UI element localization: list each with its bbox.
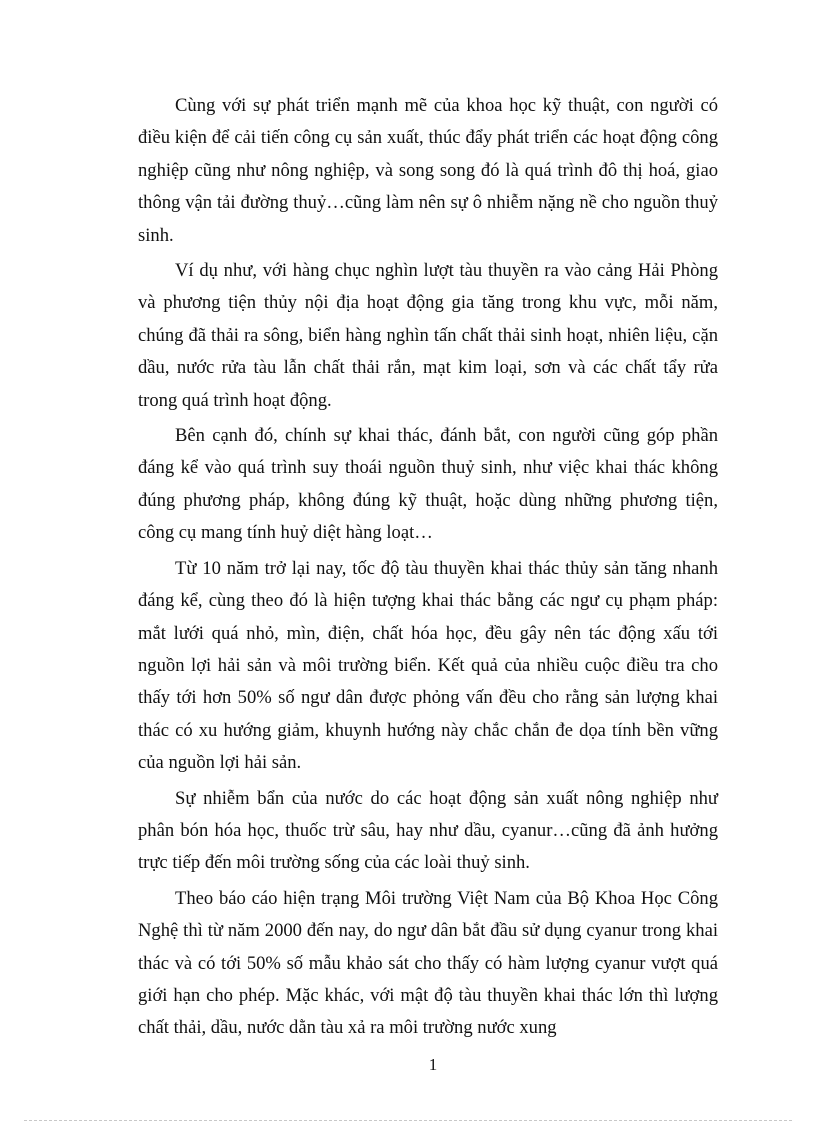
page-number: 1 <box>428 1055 438 1074</box>
page-edge-divider <box>24 1120 792 1121</box>
paragraph-3: Bên cạnh đó, chính sự khai thác, đánh bắt, con người cũng góp phần đáng kể vào quá trình suy thoái nguồn thuỷ sinh, như việc khai thác không đúng phương pháp, không đúng kỹ thuật, hoặc dùng những phương tiện, công cụ mang tính huỷ diệt hàng loạt… <box>138 425 718 544</box>
paragraph-2: Ví dụ như, với hàng chục nghìn lượt tàu thuyền ra vào cảng Hải Phòng và phương tiện thủy nội địa hoạt động gia tăng trong khu vực, mỗi năm, chúng đã thải ra sông, biển hàng nghìn tấn chất thải sinh hoạt, nhiên liệu, cặn dầu, nước rửa tàu lẫn chất thải rắn, mạt kim loại, sơn và các chất tẩy rửa trong quá trình hoạt động. <box>138 260 718 411</box>
body-text <box>138 90 718 1048</box>
paragraph-4: Từ 10 năm trở lại nay, tốc độ tàu thuyền khai thác thủy sản tăng nhanh đáng kể, cùng theo đó là hiện tượng khai thác bằng các ngư cụ phạm pháp: mắt lưới quá nhỏ, mìn, điện, chất hóa học, đều gây nên tác động xấu tới nguồn lợi hải sản và môi trường biển. Kết quả của nhiều cuộc điều tra cho thấy tới hơn 50% số ngư dân được phỏng vấn đều cho rằng sản lượng khai thác có xu hướng giảm, khuynh hướng này chắc chắn đe dọa tính bền vững của nguồn lợi hải sản. <box>138 557 718 774</box>
paragraph-1: Cùng với sự phát triển mạnh mẽ của khoa học kỹ thuật, con người có điều kiện để cải tiến công cụ sản xuất, thúc đẩy phát triển các hoạt động công nghiệp cũng như nông nghiệp, và song song đó là quá trình đô thị hoá, giao thông vận tải đường thuỷ…cũng làm nên sự ô nhiễm nặng nề cho nguồn thuỷ sinh. <box>138 95 718 246</box>
paragraph-5: Sự nhiễm bẩn của nước do các hoạt động sản xuất nông nghiệp như phân bón hóa học, thuốc trừ sâu, hay như dầu, cyanur…cũng đã ảnh hưởng trực tiếp đến môi trường sống của các loài thuỷ sinh. <box>138 787 718 874</box>
paragraph-6: Theo báo cáo hiện trạng Môi trường Việt Nam của Bộ Khoa Học Công Nghệ thì từ năm 2000 đến nay, do ngư dân bắt đầu sử dụng cyanur trong khai thác và có tới 50% số mẫu khảo sát cho thấy có hàm lượng cyanur vượt quá giới hạn cho phép. Mặc khác, với mật độ tàu thuyền khai thác lớn thì lượng chất thải, dầu, nước dằn tàu xả ra môi trường nước xung <box>138 887 718 1039</box>
